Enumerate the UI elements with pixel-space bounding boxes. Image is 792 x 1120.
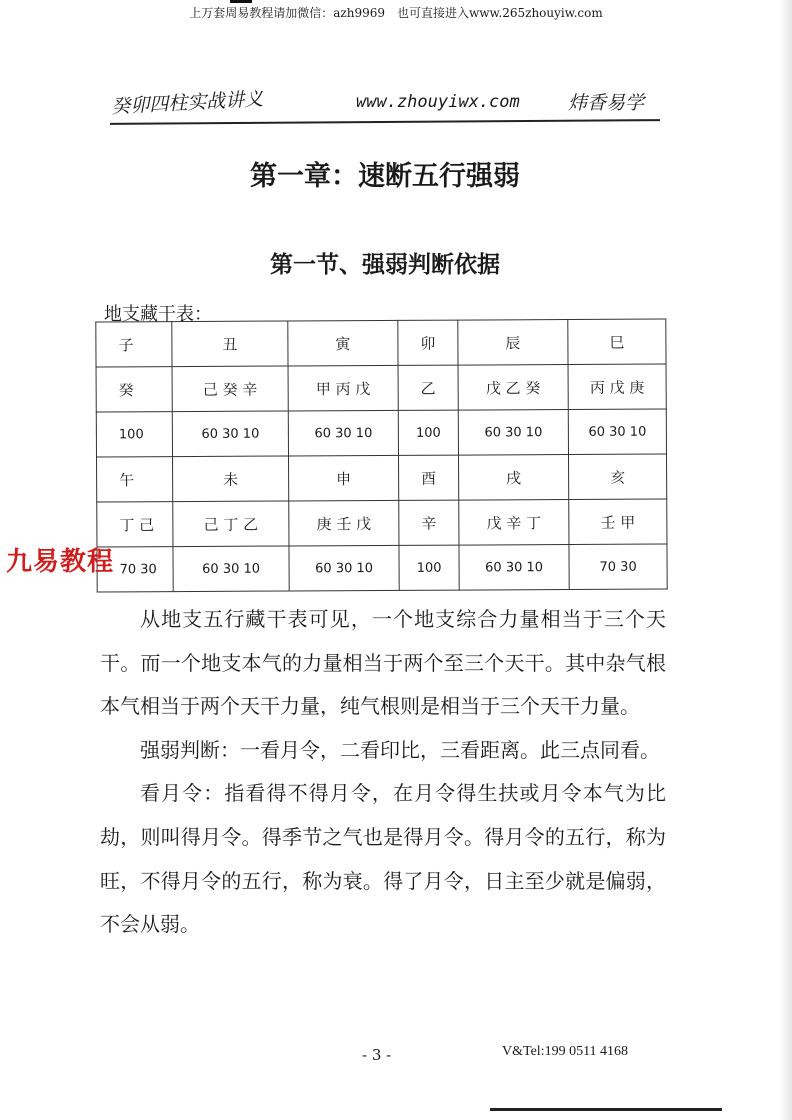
table-cell: 子 <box>96 322 172 367</box>
table-row <box>97 544 667 592</box>
table-cell: 寅 <box>288 320 398 366</box>
top-banner: 上万套周易教程请加微信：azh9969 也可直接进入www.265zhouyiw.com <box>189 6 603 20</box>
table-cell: 60 30 10 <box>172 411 288 457</box>
table-cell: 未 <box>173 456 289 502</box>
running-header <box>112 88 652 120</box>
table-cell: 60 30 10 <box>289 545 399 591</box>
table-cell: 甲 丙 戊 <box>288 365 398 411</box>
table-cell: 申 <box>289 455 399 501</box>
table-cell: 60 30 10 <box>459 545 569 591</box>
table-cell: 丑 <box>172 321 288 367</box>
table-cell: 癸 <box>96 367 172 412</box>
table-cell: 辛 <box>399 500 459 545</box>
table-cell: 70 30 <box>569 544 667 590</box>
chapter-title: 第一章：速断五行强弱 <box>250 161 520 192</box>
page-number: - 3 - <box>362 1046 392 1064</box>
scan-mark <box>230 0 252 3</box>
table-cell: 午 <box>97 457 173 502</box>
table-cell: 60 30 10 <box>568 409 666 455</box>
table-cell: 亥 <box>568 454 666 500</box>
paragraph: 从地支五行藏干表可见，一个地支综合力量相当于三个天干。而一个地支本气的力量相当于两个至三个天干。其中杂气根本气相当于两个天干力量，纯气根则是相当于三个天干力量。 <box>100 607 666 719</box>
paragraph: 强弱判断：一看月令，二看印比，三看距离。此三点同看。 <box>140 737 660 762</box>
body-text <box>100 598 666 947</box>
table-cell: 乙 <box>398 365 458 410</box>
table-row <box>96 409 666 457</box>
table-cell: 戌 <box>458 455 568 501</box>
table-cell: 丙 戊 庚 <box>568 364 666 410</box>
header-author: 炜香易学 <box>567 92 644 114</box>
table-caption: 地支藏干表： <box>104 304 212 325</box>
section-title: 第一节、强弱判断依据 <box>270 251 500 278</box>
table-cell: 戊 乙 癸 <box>458 365 568 411</box>
table-cell: 100 <box>398 410 458 455</box>
paragraph: 看月令：指看得不得月令，在月令得生扶或月令本气为比劫，则叫得月令。得季节之气也是得月令。得月令的五行，称为旺，不得月令的五行，称为衰。得了月令，日主至少就是偏弱，不会从弱。 <box>100 781 666 937</box>
table-row <box>96 364 666 412</box>
table-cell: 丁 己 <box>97 502 173 547</box>
table-cell: 100 <box>96 412 172 457</box>
table-row <box>97 499 667 547</box>
table-cell: 60 30 10 <box>458 410 568 456</box>
table-cell: 60 30 10 <box>288 410 398 456</box>
branch-hidden-stems-table <box>95 319 667 593</box>
table-cell: 100 <box>399 545 459 590</box>
table-cell: 辰 <box>458 320 568 366</box>
table-cell: 戊 辛 丁 <box>459 500 569 546</box>
table-cell: 70 30 <box>97 547 173 592</box>
table-cell: 巳 <box>568 319 666 365</box>
scan-edge <box>490 1108 722 1111</box>
table-cell: 酉 <box>398 455 458 500</box>
table-cell: 60 30 10 <box>173 546 289 592</box>
table-cell: 壬 甲 <box>569 499 667 545</box>
page-edge-shadow <box>778 0 792 1120</box>
table-cell: 己 丁 乙 <box>173 501 289 547</box>
contact-info: V&Tel:199 0511 4168 <box>502 1044 629 1059</box>
table-row <box>96 319 666 367</box>
table-row <box>97 454 667 502</box>
table-cell: 己 癸 辛 <box>172 366 288 412</box>
header-website: www.zhouyiwx.com <box>356 92 520 112</box>
watermark-logo: 九易教程 <box>6 547 115 577</box>
table-cell: 庚 壬 戊 <box>289 500 399 546</box>
header-series-title: 癸卯四柱实战讲义 <box>110 88 264 119</box>
table-cell: 卯 <box>398 320 458 365</box>
